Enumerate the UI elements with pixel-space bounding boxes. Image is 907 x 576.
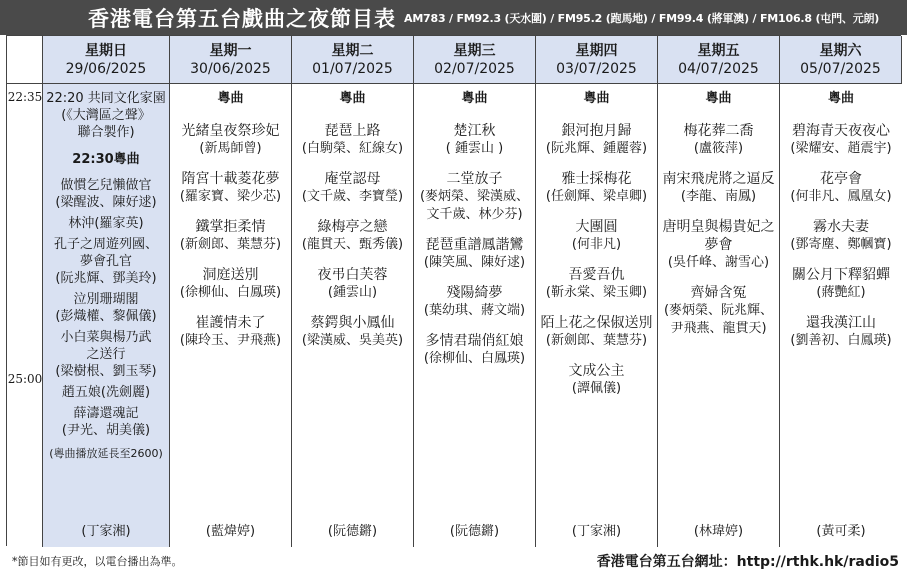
extension-note: (粵曲播放延長至2600) [49,447,163,460]
intro-line: 聯合製作) [77,125,135,140]
column-monday [170,84,292,547]
list-item [68,215,143,232]
list-item [790,218,891,254]
list-item [546,170,647,206]
time-label-start: 22:35 [7,90,43,104]
show-cast: (梁醒波、陳好逑) [55,195,157,210]
day-date: 02/07/2025 [434,60,515,77]
show-cast: (徐柳仙、白鳳瑛) [179,285,282,300]
list-item [541,314,653,350]
day-name: 星期二 [331,42,374,59]
show-title: 梅花葬二喬 [683,123,754,139]
list-item [446,122,503,158]
show-title: 隋宮十載菱花夢 [181,171,280,187]
list-item [54,236,158,270]
show-cast: (新劍郎、葉慧芬) [545,333,648,348]
list-item [546,266,647,302]
list-item [55,270,156,287]
day-name: 星期一 [209,42,252,59]
show-cast: 之送行 [86,347,126,362]
show-cast: (盧筱萍) [693,141,744,156]
show-title: 文成公主 [568,363,625,379]
show-cast: 夢會孔官 [79,254,132,269]
genre-label: 22:30粵曲 [72,152,140,167]
show-title: 關公月下釋貂蟬 [792,267,890,283]
day-date: 01/07/2025 [312,60,393,77]
header-tuesday [292,36,414,84]
list-item [55,363,156,380]
show-title: 趙五娘(冼劍麗) [61,385,151,400]
list-item [55,291,156,325]
day-date: 29/06/2025 [65,60,147,77]
host-name: (黃可柔) [816,524,866,539]
show-title: 陌上花之保俶送別 [540,315,653,331]
show-cast: (徐柳仙、白鳳瑛) [423,351,526,366]
host-name: (丁家湘) [571,524,622,539]
intro-line: (《大灣區之聲》 [61,108,151,123]
show-cast: (蔣艷紅) [816,285,866,300]
list-item [658,284,779,338]
header-friday [658,36,780,84]
show-title: 崔護情未了 [195,315,266,331]
column-saturday [780,84,902,547]
show-title: (梁樹根、劉玉琴) [55,364,157,379]
show-title: 殘陽綺夢 [446,285,503,301]
host-name: (阮德鏘) [449,524,500,539]
show-title: 霧水夫妻 [813,219,869,235]
show-cast: (阮兆輝、鍾麗蓉) [545,141,648,156]
list-item [180,170,281,206]
show-cast: (麥炳榮、阮兆輝、尹飛燕、龍貫天) [663,303,774,336]
show-cast: (白駒榮、紅線女) [301,141,404,156]
show-title: 琵琶上路 [324,123,381,139]
list-item [318,266,388,302]
time-label-end: 25:00 [7,372,43,386]
list-item [790,170,891,206]
show-title: 庵堂認母 [324,171,381,187]
genre-label: 粵曲 [339,91,366,106]
list-item [414,170,535,224]
list-item [569,362,625,398]
show-cast: (何非凡) [571,237,622,252]
intro-line: 22:20 共同文化家園 [46,91,166,106]
list-item [62,405,150,439]
show-cast: (鍾雲山) [327,285,378,300]
show-title: 大團圓 [575,219,618,235]
column-friday [658,84,780,547]
show-title: 碧海青天夜夜心 [792,123,890,139]
list-item [180,314,281,350]
list-item [572,218,621,254]
list-item [792,266,890,302]
show-cast: (鄧寄塵、鄭幗寶) [790,237,892,252]
day-name: 星期日 [85,42,127,59]
show-cast: (何非凡、鳳凰女) [790,189,892,204]
column-thursday [536,84,658,547]
show-cast: (龍貫天、甄秀儀) [301,237,404,252]
show-title: 琵琶重譜鳳諧鸞 [425,237,524,253]
header-saturday [780,36,902,84]
show-cast: (陳笑風、陳好逑) [423,255,526,270]
show-title: 做慣乞兒懶做官 [60,178,152,193]
day-name: 星期五 [697,42,740,59]
list-item [180,266,281,302]
header-thursday [536,36,658,84]
show-title: 多情君瑞俏紅娘 [425,333,524,349]
show-title: 齊婦含冤 [690,285,747,301]
show-title: 楚江秋 [453,123,496,139]
show-cast: (文千歲、李寶瑩) [301,189,404,204]
day-name: 星期六 [819,42,862,59]
genre-label: 粵曲 [461,91,488,106]
show-cast: ( 鍾雲山 ) [445,141,504,156]
show-cast: (麥炳榮、梁漢威、文千歲、林少芬) [419,189,530,222]
list-item [55,177,156,211]
show-title: 薛濤還魂記 [73,406,139,421]
show-cast: (羅家寶、梁少芯) [179,189,282,204]
day-name: 星期三 [453,42,496,59]
show-cast: (靳永棠、梁玉卿) [545,285,648,300]
list-item [424,332,525,368]
day-date: 03/07/2025 [556,60,637,77]
header-blank [7,36,43,84]
day-date: 04/07/2025 [678,60,759,77]
intro-program [46,90,166,141]
list-item [424,284,525,320]
disclaimer-note: *節目如有更改，以電台播出為準。 [12,555,183,568]
list-item [302,314,403,350]
list-item [790,314,891,350]
show-title: 綠梅亭之戀 [317,219,388,235]
show-title: 南宋飛虎將之逼反 [662,171,775,187]
header-wednesday [414,36,536,84]
host-name: (林瑋婷) [693,524,744,539]
show-title: (阮兆輝、鄧美玲) [55,271,157,286]
day-name: 星期四 [575,42,618,59]
host-name: (丁家湘) [81,524,131,539]
list-item [62,384,150,401]
show-cast: (新馬師曾) [199,141,262,156]
show-title: 鐵掌拒柔情 [195,219,266,235]
list-item [302,170,403,206]
show-title: 林沖(羅家英) [68,216,144,231]
show-title: 銀河抱月歸 [561,123,632,139]
show-cast: (彭熾權、黎佩儀) [55,309,157,324]
show-title: 唐明皇與楊貴妃之夢會 [662,219,775,253]
column-tuesday [292,84,414,547]
show-title: 吾愛吾仇 [568,267,625,283]
show-cast: (吳仟峰、謝雪心) [667,255,770,270]
show-cast: (尹光、胡美儀) [61,423,151,438]
show-cast: (任劍輝、梁卓卿) [545,189,648,204]
list-item [663,170,775,206]
show-title: 孔子之周遊列國、 [53,237,158,252]
frequency-list: AM783 / FM92.3 (天水圍) / FM95.2 (跑馬地) / FM99.4 (將軍澳) / FM106.8 (屯門、元朗) [404,11,880,25]
show-cast: (梁漢威、吳美英) [301,333,404,348]
title-bar [0,0,907,35]
show-cast: (李龍、南鳳) [680,189,757,204]
show-title: 還我漢江山 [806,315,876,331]
show-title: 夜弔白芙蓉 [317,267,388,283]
show-cast: (葉幼琪、蔣文端) [423,303,526,318]
show-title: 二堂放子 [446,171,503,187]
header-sunday [43,36,170,84]
page-title: 香港電台第五台戲曲之夜節目表 [88,6,396,31]
genre-label: 粵曲 [583,91,610,106]
list-item [180,218,281,254]
show-title: 花亭會 [820,171,862,187]
host-name: (阮德鏘) [327,524,378,539]
show-cast: (陳玲玉、尹飛燕) [179,333,282,348]
schedule-table [6,35,901,546]
show-title: 洞庭送別 [202,267,259,283]
column-sunday [43,84,170,547]
footer [0,546,907,576]
header-monday [170,36,292,84]
list-item [424,236,525,272]
show-title: 小白菜與楊乃武 [60,330,152,345]
list-item [182,122,280,158]
genre-label: 粵曲 [827,91,854,106]
list-item [60,329,151,363]
show-title: 泣別珊瑚閣 [73,292,139,307]
time-column [7,84,43,547]
day-date: 30/06/2025 [190,60,271,77]
column-wednesday [414,84,536,547]
show-cast: (梁耀安、趙震宇) [790,141,892,156]
list-item [302,122,403,158]
list-item [658,218,779,272]
list-item [546,122,647,158]
list-item [684,122,754,158]
show-cast: (新劍郎、葉慧芬) [179,237,282,252]
day-date: 05/07/2025 [800,60,881,77]
show-title: 光緒皇夜祭珍妃 [181,123,280,139]
list-item [302,218,403,254]
show-title: 雅士採梅花 [561,171,632,187]
host-name: (藍煒婷) [205,524,256,539]
genre-label: 粵曲 [705,91,732,106]
list-item [790,122,891,158]
genre-label: 粵曲 [217,91,244,106]
show-title: 蔡鍔與小鳳仙 [310,315,395,331]
show-cast: (譚佩儀) [571,381,622,396]
website-address: 香港電台第五台網址：http://rthk.hk/radio5 [596,554,899,570]
show-cast: (劉善初、白鳳瑛) [790,333,892,348]
